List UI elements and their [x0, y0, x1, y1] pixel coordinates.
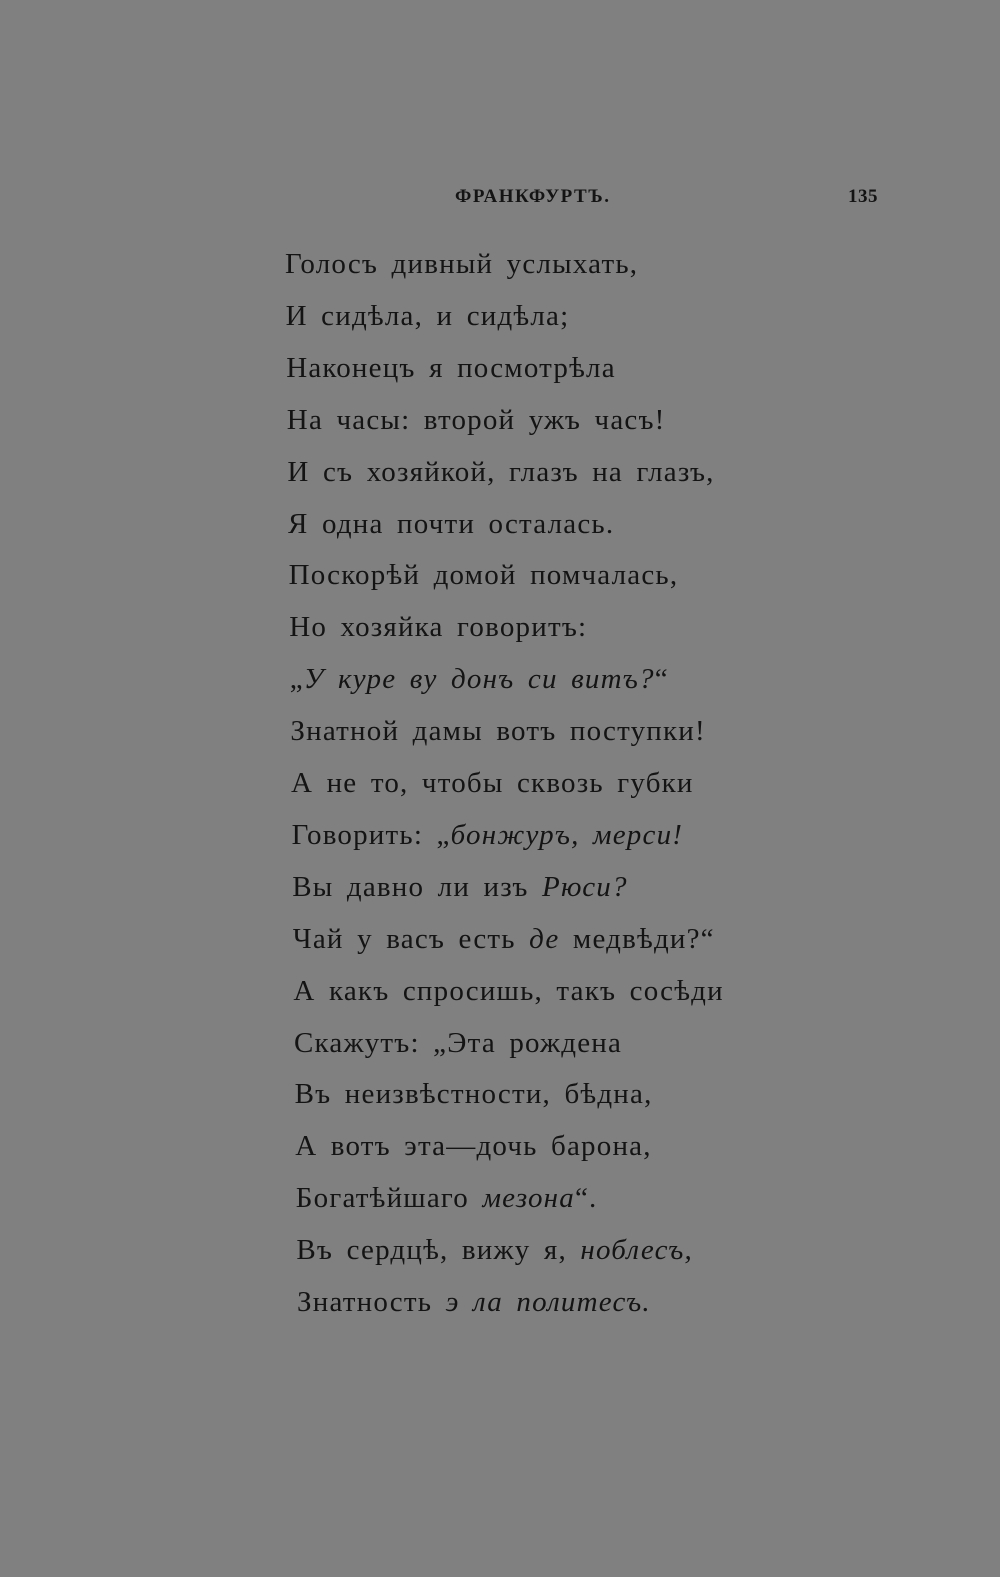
- verse-line: [293, 971, 723, 1011]
- verse-text: И съ хозяйкой, глазъ на глазъ,: [287, 455, 715, 488]
- verse-line: [293, 919, 715, 959]
- verse-text: Наконецъ я посмотрѣла: [286, 351, 616, 384]
- verse-text: “: [654, 663, 669, 696]
- verse-line: [287, 400, 666, 440]
- verse-line: [287, 452, 714, 492]
- verse-line: [286, 348, 616, 388]
- verse-text: Скажутъ: „Эта рождена: [294, 1026, 623, 1059]
- verse-text: На часы: второй ужъ часъ!: [286, 403, 666, 436]
- verse-line: [289, 607, 587, 647]
- verse-line: [289, 555, 679, 595]
- verse-text: Говорить: „: [291, 818, 451, 851]
- verse-text: Вы давно ли изъ: [292, 870, 543, 903]
- verse-line: [290, 659, 669, 699]
- verse-text: Знатность: [297, 1286, 446, 1318]
- verse-text: Знатной дамы вотъ поступки!: [290, 715, 706, 748]
- italic-phrase: ноблесъ,: [580, 1234, 693, 1267]
- verse-text: И сидѣла, и сидѣла;: [285, 299, 570, 332]
- verse-line: [296, 1230, 693, 1270]
- verse-line: [295, 1074, 653, 1114]
- verse-text: Но хозяйка говоритъ:: [289, 611, 588, 644]
- verse-line: [290, 711, 705, 751]
- page-number: 135: [848, 186, 878, 207]
- verse-line: [295, 1126, 652, 1166]
- verse-text: Богатѣйшаго: [295, 1182, 483, 1215]
- italic-phrase: У куре ву донъ си витъ?: [303, 663, 655, 696]
- verse-line: [285, 244, 638, 284]
- verse-text: Поскорѣй домой помчалась,: [288, 559, 679, 592]
- italic-phrase: де: [529, 922, 560, 955]
- verse-text: „: [289, 663, 304, 696]
- italic-phrase: бонжуръ, мерси!: [450, 818, 684, 851]
- verse-line: [292, 867, 628, 907]
- verse-line: [296, 1178, 598, 1218]
- verse-text: “.: [574, 1182, 598, 1215]
- verse-line: [292, 815, 684, 855]
- verse-line: [297, 1282, 651, 1322]
- verse-text: Въ сердцѣ, вижу я,: [296, 1234, 581, 1267]
- verse-line: [288, 504, 614, 544]
- verse-line: [291, 763, 694, 803]
- verse-text: А не то, чтобы сквозь губки: [291, 767, 694, 799]
- italic-phrase: Рюси?: [542, 870, 628, 903]
- verse-text: Я одна почти осталась.: [288, 507, 615, 540]
- verse-text: Чай у васъ есть: [292, 922, 530, 955]
- verse-text: Въ неизвѣстности, бѣдна,: [294, 1078, 653, 1111]
- running-title: ФРАНКФУРТЪ.: [455, 186, 611, 207]
- verse-text: А какъ спросишь, такъ сосѣди: [293, 974, 724, 1007]
- verse-text: Голосъ дивный услыхать,: [285, 248, 639, 280]
- italic-phrase: мезона: [482, 1182, 575, 1215]
- verse-line: [286, 296, 570, 336]
- verse-line: [294, 1023, 622, 1063]
- verse-text: А вотъ эта—дочь барона,: [295, 1130, 652, 1163]
- italic-phrase: э ла политесъ.: [445, 1286, 651, 1318]
- verse-text: медвѣди?“: [559, 922, 715, 955]
